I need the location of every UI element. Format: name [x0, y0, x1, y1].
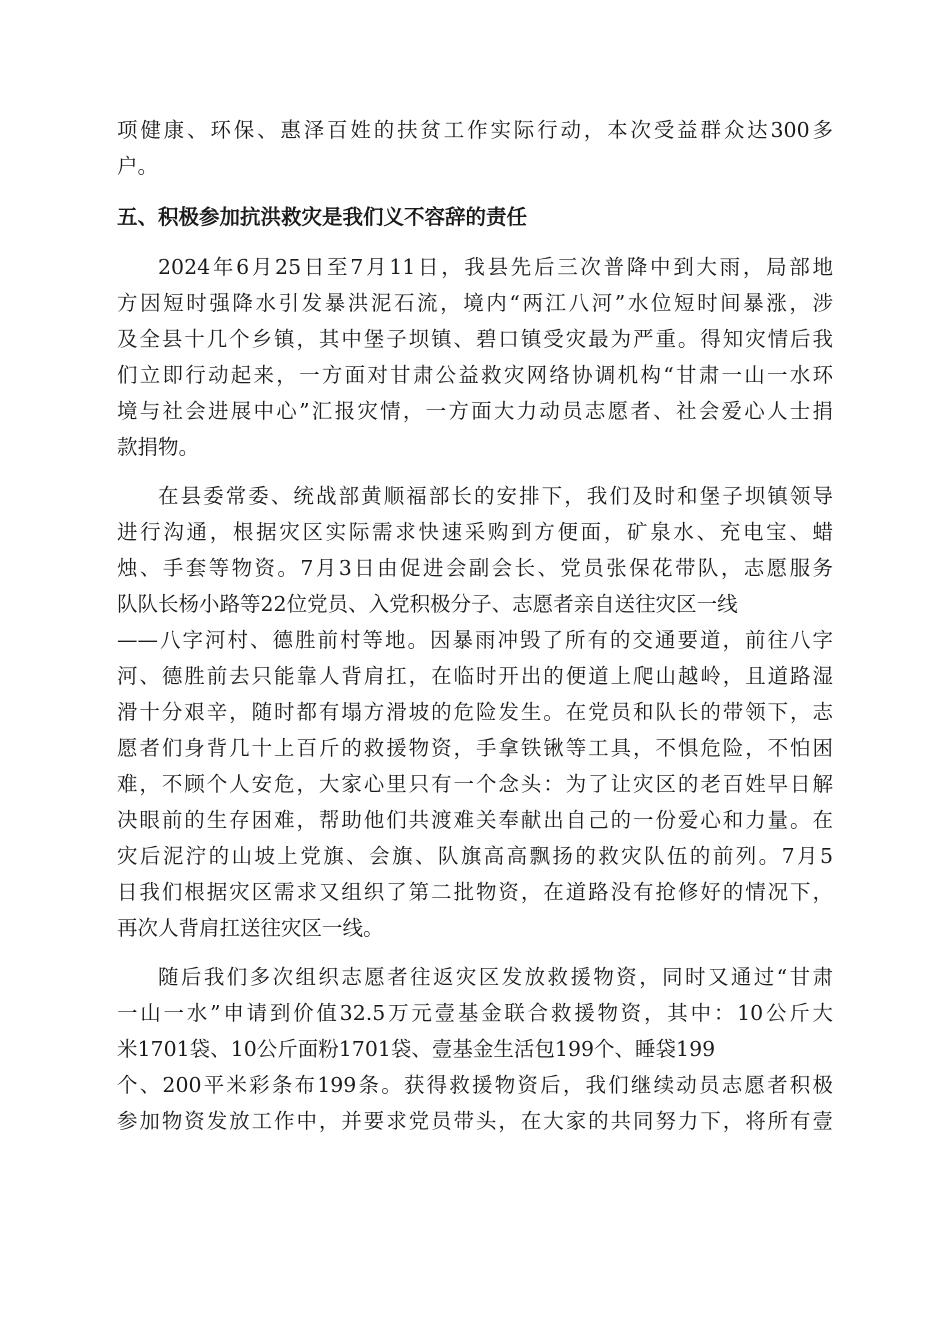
text-line: 进行沟通，根据灾区实际需求快速采购到方便面，矿泉水、充电宝、蜡 [117, 520, 833, 544]
section-heading: 五、积极参加抗洪救灾是我们义不容辞的责任 [117, 205, 527, 229]
text-line: 米1701袋、10公斤面粉1701袋、壹基金生活包199个、睡袋199 [117, 1037, 716, 1061]
text-line: 户。 [117, 154, 158, 178]
text-line: 们立即行动起来，一方面对甘肃公益救灾网络协调机构“甘肃一山一水环 [117, 363, 833, 387]
text-line: 及全县十几个乡镇，其中堡子坝镇、碧口镇受灾最为严重。得知灾情后我 [117, 327, 833, 351]
text-line: 河、德胜前去只能靠人背肩扛，在临时开出的便道上爬山越岭，且道路湿 [117, 664, 833, 688]
document-page [117, 112, 833, 1139]
paragraph-flood-situation [117, 249, 833, 465]
text-line: 一山一水”申请到价值32.5万元壹基金联合救援物资，其中：10公斤大 [117, 1001, 833, 1025]
text-line: 在县委常委、统战部黄顺福部长的安排下，我们及时和堡子坝镇领导 [158, 484, 833, 508]
text-line: 项健康、环保、惠泽百姓的扶贫工作实际行动，本次受益群众达300多 [117, 118, 833, 142]
text-line: 2024年6月25日至7月11日，我县先后三次普降中到大雨，局部地 [158, 255, 833, 279]
text-line: 灾后泥泞的山坡上党旗、会旗、队旗高高飘扬的救灾队伍的前列。7月5 [117, 844, 833, 868]
paragraph-poverty-relief-ending [117, 112, 833, 184]
paragraph-relief-delivery [117, 478, 833, 946]
text-line: 款捐物。 [117, 435, 199, 459]
text-line: 参加物资发放工作中，并要求党员带头，在大家的共同努力下，将所有壹 [117, 1109, 833, 1133]
paragraph-relief-materials [117, 959, 833, 1139]
text-line: 境与社会进展中心”汇报灾情，一方面大力动员志愿者、社会爱心人士捐 [117, 399, 833, 423]
text-line: 愿者们身背几十上百斤的救援物资，手拿铁锹等工具，不惧危险，不怕困 [117, 736, 833, 760]
text-line: 方因短时强降水引发暴洪泥石流，境内“两江八河”水位短时间暴涨，涉 [117, 291, 833, 315]
text-line: 烛、手套等物资。7月3日由促进会副会长、党员张保花带队，志愿服务 [117, 556, 833, 580]
text-line: ——八字河村、德胜前村等地。因暴雨冲毁了所有的交通要道，前往八字 [117, 628, 833, 652]
text-line: 滑十分艰辛，随时都有塌方滑坡的危险发生。在党员和队长的带领下，志 [117, 700, 833, 724]
text-line: 决眼前的生存困难，帮助他们共渡难关奉献出自己的一份爱心和力量。在 [117, 808, 833, 832]
text-line: 再次人背肩扛送往灾区一线。 [117, 916, 384, 940]
text-line: 随后我们多次组织志愿者往返灾区发放救援物资，同时又通过“甘肃 [158, 965, 833, 989]
text-line: 队队长杨小路等22位党员、入党积极分子、志愿者亲自送往灾区一线 [117, 592, 738, 616]
text-line: 日我们根据灾区需求又组织了第二批物资，在道路没有抢修好的情况下， [117, 880, 833, 904]
text-line: 难，不顾个人安危，大家心里只有一个念头：为了让灾区的老百姓早日解 [117, 772, 833, 796]
text-line: 个、200平米彩条布199条。获得救援物资后，我们继续动员志愿者积极 [117, 1073, 833, 1097]
